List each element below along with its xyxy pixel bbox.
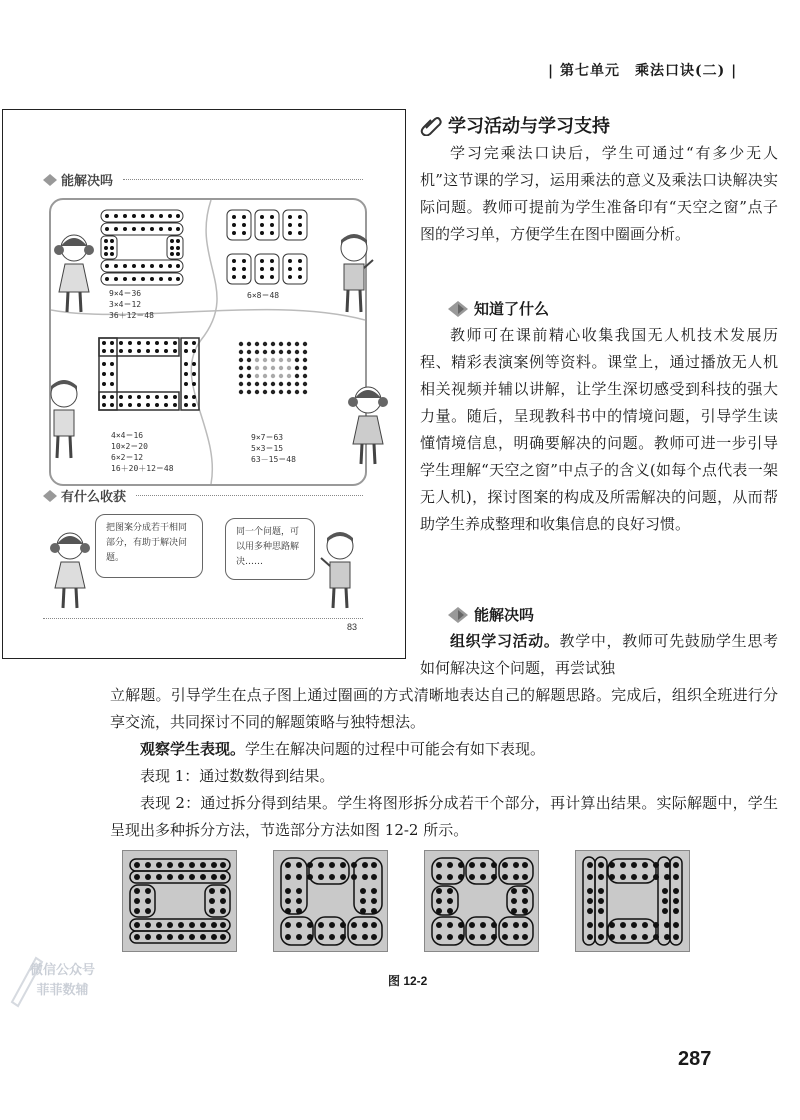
split-method-2 (274, 851, 387, 951)
diamond-icon (43, 174, 57, 186)
figure-panel-1 (122, 850, 237, 952)
paragraph-3-start (420, 628, 778, 682)
cartoon-girl-illustration (53, 230, 95, 320)
inset-section-title-1: 能解决吗 (43, 170, 363, 189)
subheading-what-we-know: 知道了什么 (448, 298, 549, 319)
figure-panel-3 (424, 850, 539, 952)
cartoon-girl-illustration-2 (347, 382, 389, 472)
inset-bottom-rule (43, 618, 363, 619)
paragraph-4-text: 学生在解决问题的过程中可能会有如下表现。 (245, 740, 546, 758)
watermark-line-2: 菲菲数辅 (36, 982, 89, 997)
diamond-icon (448, 607, 468, 623)
paragraph-5: 表现 1：通过数数得到结果。 (140, 767, 335, 785)
calc-group-3: 4×4＝16 10×2＝20 6×2＝12 16＋20＋12＝48 (111, 431, 174, 473)
speech-bubble-right: 同一个问题，可以用多种思路解决…… (225, 518, 315, 580)
calc-group-1: 9×4＝36 3×4＝12 36＋12＝48 (109, 289, 154, 320)
inset-section-title-2: 有什么收获 (43, 486, 363, 505)
keyword-observe: 观察学生表现。 (140, 740, 246, 758)
cartoon-boy-illustration-3 (319, 528, 361, 614)
paragraph-6: 表现 2：通过拆分得到结果。学生将图形拆分成若干个部分，再计算出结果。实际解题中，学生呈现出多种拆分方法，节选部分方法如图 12-2 所示。 (110, 794, 778, 839)
dot-pattern-panel (49, 198, 367, 486)
textbook-inset (2, 109, 406, 659)
calc-group-2: 6×8＝48 (247, 291, 280, 300)
cartoon-boy-illustration (333, 230, 375, 320)
speech-bubble-left: 把图案分成若干相同部分，有助于解决问题。 (95, 514, 203, 578)
paragraph-4 (110, 736, 778, 763)
diamond-icon (448, 301, 468, 317)
split-method-3 (425, 851, 538, 951)
paragraph-3-narrow: 教学中，教师可先鼓励学生思考如何解决这个问题，再尝试独 (420, 632, 778, 677)
running-header: | 第七单元 乘法口诀(二) | (548, 63, 738, 79)
paragraph-3-continued: 立解题。引导学生在点子图上通过圈画的方式清晰地表达自己的解题思路。完成后，组织全班进行分享交流，共同探讨不同的解题策略与独特想法。 (110, 686, 778, 731)
split-method-1 (123, 851, 236, 951)
paperclip-icon (420, 114, 442, 136)
paragraph-2: 教师可在课前精心收集我国无人机技术发展历程、精彩表演案例等资料。课堂上，通过播放无人机相关视频并辅以讲解，让学生深切感受到科技的强大力量。随后，呈现教科书中的情境问题，引导学生读懂情境信息，明确要解决的问题。教师可进一步引导学生理解“天空之窗”中点子的含义(如每个点代表一架无人机)，探讨图案的构成及所需解决的问题，从而帮助学生养成整理和收集信息的良好习惯。 (420, 326, 778, 533)
dot-pattern-drawings (51, 200, 365, 484)
figure-panel-2 (273, 850, 388, 952)
diamond-icon (43, 490, 57, 502)
calc-group-4: 9×7＝63 5×3＝15 63－15＝48 (251, 433, 296, 464)
inset-page-number: 83 (347, 622, 358, 632)
section-main-title: 学习活动与学习支持 (420, 112, 610, 138)
cartoon-girl-illustration-3 (49, 528, 91, 614)
page-number: 287 (678, 1048, 712, 1070)
figure-panel-4 (575, 850, 690, 952)
subheading-can-solve: 能解决吗 (448, 604, 534, 625)
watermark-line-1: 微信公众号 (30, 962, 96, 977)
paragraph-1: 学习完乘法口诀后，学生可通过“有多少无人机”这节课的学习，运用乘法的意义及乘法口诀解决实际问题。教师可提前为学生准备印有“天空之窗”点子图的学习单，方便学生在图中圈画分析。 (420, 144, 778, 243)
cartoon-boy-illustration-2 (43, 376, 85, 466)
keyword-organize: 组织学习活动。 (450, 632, 560, 650)
split-method-4 (576, 851, 689, 951)
watermark (10, 960, 96, 1000)
figure-caption: 图 12-2 (388, 974, 428, 988)
